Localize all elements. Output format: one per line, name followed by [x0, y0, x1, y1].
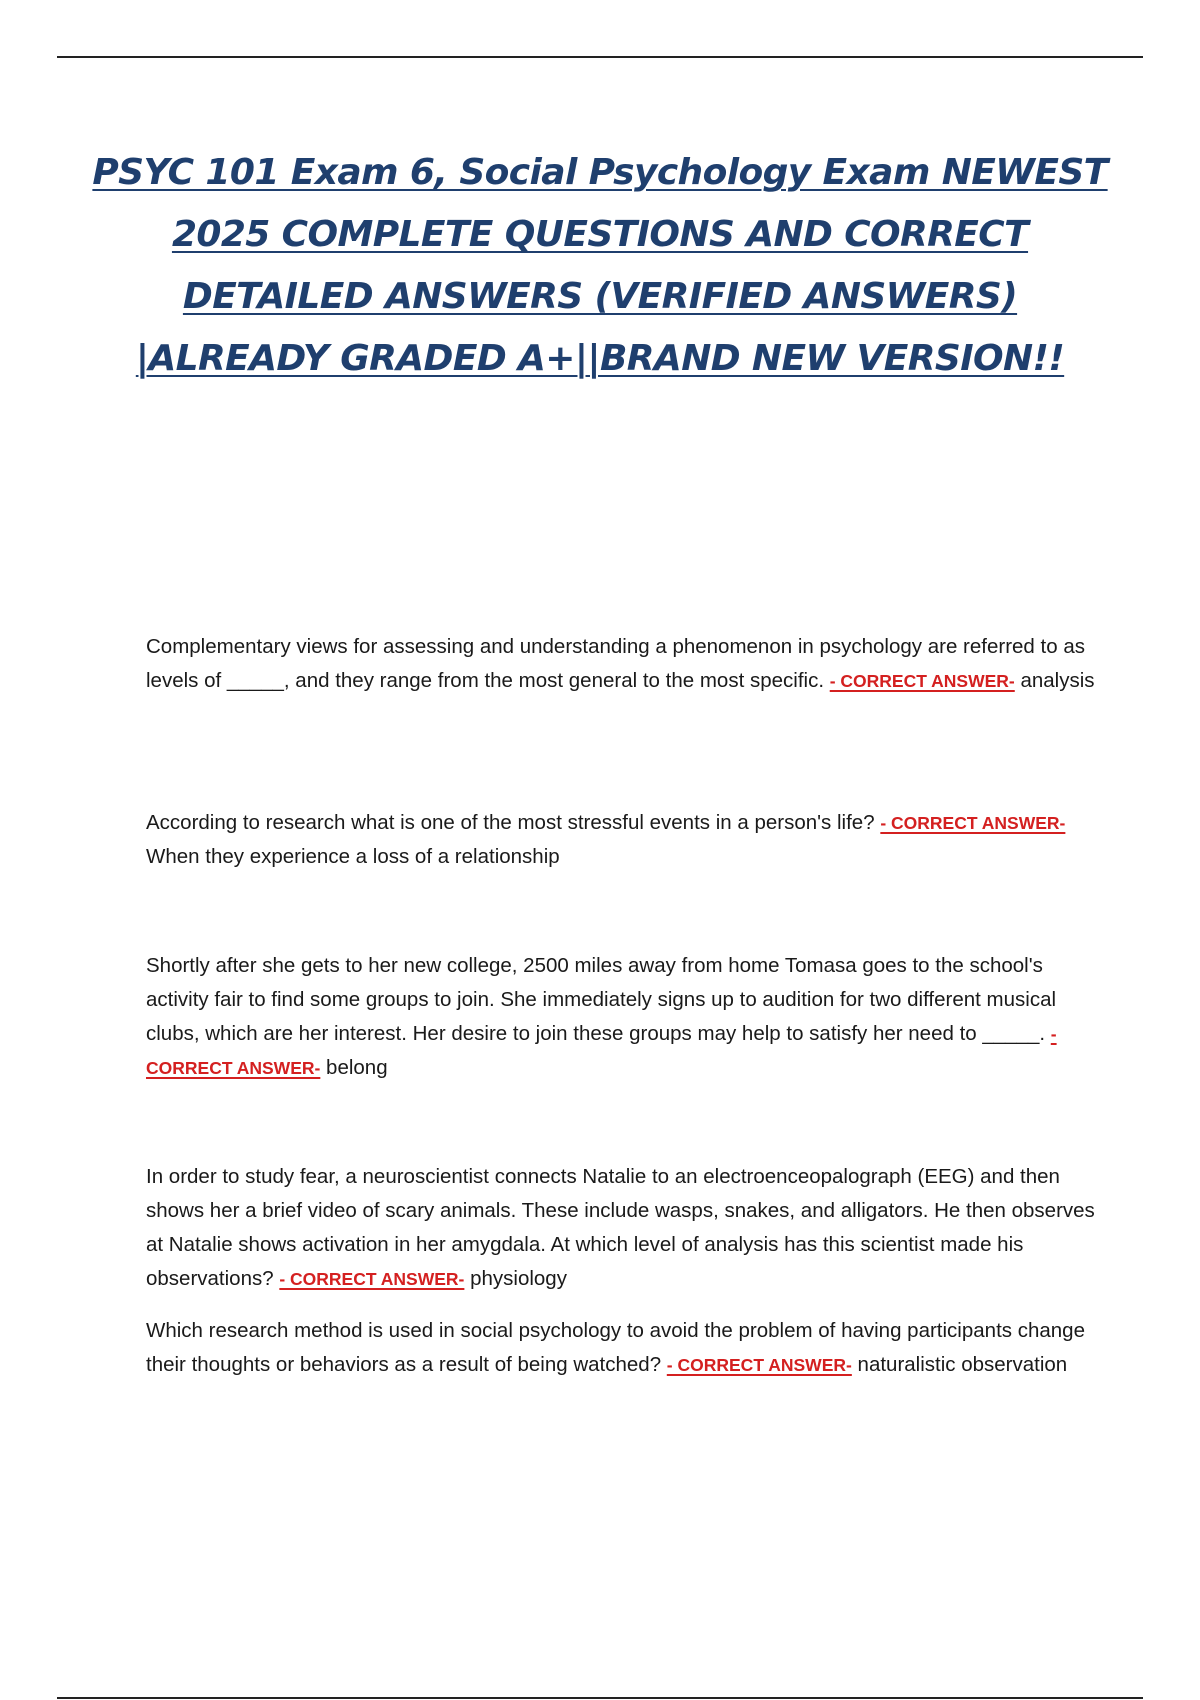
correct-answer-marker: - CORRECT ANSWER-: [146, 1024, 1057, 1078]
answer-text: analysis: [1020, 669, 1095, 692]
title-line-3: DETAILED ANSWERS (VERIFIED ANSWERS): [182, 276, 1018, 317]
answer-text: physiology: [470, 1267, 567, 1290]
question-text: Complementary views for assessing and understanding a phenomenon in psychology are referred to as levels of _____, and they range from the most general to the most specific.: [146, 635, 1085, 692]
correct-answer-marker: - CORRECT ANSWER-: [666, 1355, 852, 1375]
question-text: According to research what is one of the most stressful events in a person's life?: [146, 811, 875, 834]
correct-answer-marker: - CORRECT ANSWER-: [279, 1269, 465, 1289]
answer-text: belong: [326, 1056, 388, 1079]
title-line-4: |ALREADY GRADED A+||BRAND NEW VERSION!!: [135, 338, 1065, 379]
correct-answer-marker: - CORRECT ANSWER-: [880, 813, 1066, 833]
qa-item: [146, 630, 1096, 698]
answer-text: When they experience a loss of a relationship: [146, 845, 560, 868]
document-title: [90, 142, 1110, 390]
bottom-rule: [57, 1697, 1143, 1699]
title-line-1: PSYC 101 Exam 6, Social Psychology Exam NEWEST: [92, 152, 1108, 193]
qa-item: [146, 806, 1096, 874]
top-rule: [57, 56, 1143, 58]
qa-item: [146, 1314, 1096, 1382]
question-text: In order to study fear, a neuroscientist connects Natalie to an electroenceopalograph (EEG) and then shows her a brief video of scary animals. These include wasps, snakes, and alligators. He then observes at Natalie shows activation in her amygdala. At which level of analysis has this scientist made his observations?: [146, 1165, 1095, 1290]
question-text: Shortly after she gets to her new college, 2500 miles away from home Tomasa goes to the school's activity fair to find some groups to join. She immediately signs up to audition for two different musical clubs, which are her interest. Her desire to join these groups may help to satisfy her need to _____.: [146, 954, 1057, 1045]
qa-item: [146, 1160, 1096, 1296]
qa-item: [146, 949, 1096, 1085]
correct-answer-marker: - CORRECT ANSWER-: [829, 671, 1015, 691]
title-line-2: 2025 COMPLETE QUESTIONS AND CORRECT: [171, 214, 1029, 255]
question-text: Which research method is used in social psychology to avoid the problem of having participants change their thoughts or behaviors as a result of being watched?: [146, 1319, 1085, 1376]
answer-text: naturalistic observation: [857, 1353, 1068, 1376]
